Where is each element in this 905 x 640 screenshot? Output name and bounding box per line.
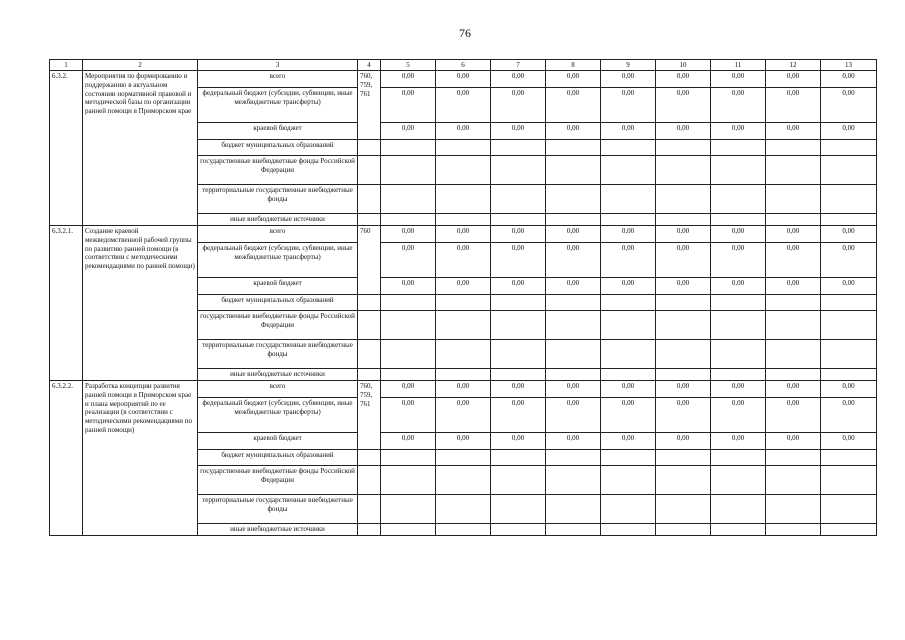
value-cell — [601, 450, 656, 466]
funding-source: федеральный бюджет (субсидии, субвенции, иные межбюджетные трансферты) — [198, 398, 358, 433]
value-cell: 0,00 — [821, 123, 877, 140]
value-cell: 0,00 — [601, 243, 656, 278]
value-cell: 0,00 — [711, 71, 766, 88]
item-number: 6.3.2.1. — [50, 226, 83, 381]
value-cell — [711, 524, 766, 536]
value-cell: 0,00 — [436, 433, 491, 450]
value-cell — [381, 369, 436, 381]
value-cell: 0,00 — [656, 226, 711, 243]
column-header: 11 — [711, 60, 766, 71]
value-cell — [491, 495, 546, 524]
code-cell — [358, 340, 381, 369]
value-cell — [656, 185, 711, 214]
value-cell — [381, 295, 436, 311]
value-cell: 0,00 — [546, 433, 601, 450]
value-cell: 0,00 — [381, 88, 436, 123]
column-header: 10 — [656, 60, 711, 71]
value-cell: 0,00 — [491, 226, 546, 243]
value-cell: 0,00 — [436, 243, 491, 278]
item-name: Разработка концепции развития ранней помощи в Приморском крае и плана мероприятий по ее реализации (в соответствии с методическими рекомендациями по ранней помощи) — [83, 381, 198, 536]
value-cell — [491, 140, 546, 156]
value-cell — [546, 140, 601, 156]
value-cell — [436, 156, 491, 185]
value-cell: 0,00 — [711, 88, 766, 123]
value-cell: 0,00 — [601, 278, 656, 295]
value-cell — [766, 140, 821, 156]
value-cell — [601, 214, 656, 226]
funding-source: территориальные государственные внебюджетные фонды — [198, 185, 358, 214]
funding-source: территориальные государственные внебюджетные фонды — [198, 340, 358, 369]
value-cell: 0,00 — [766, 71, 821, 88]
value-cell — [711, 140, 766, 156]
column-header: 9 — [601, 60, 656, 71]
value-cell — [546, 450, 601, 466]
value-cell: 0,00 — [381, 381, 436, 398]
value-cell — [491, 185, 546, 214]
value-cell: 0,00 — [491, 398, 546, 433]
value-cell — [766, 156, 821, 185]
value-cell — [766, 450, 821, 466]
value-cell — [601, 340, 656, 369]
value-cell — [381, 524, 436, 536]
value-cell — [711, 495, 766, 524]
value-cell: 0,00 — [381, 243, 436, 278]
responsible-codes: 760 — [358, 226, 381, 295]
value-cell: 0,00 — [491, 381, 546, 398]
value-cell: 0,00 — [656, 243, 711, 278]
value-cell — [601, 524, 656, 536]
value-cell: 0,00 — [601, 88, 656, 123]
value-cell: 0,00 — [381, 123, 436, 140]
code-cell — [358, 311, 381, 340]
value-cell — [656, 340, 711, 369]
value-cell — [436, 340, 491, 369]
value-cell: 0,00 — [601, 381, 656, 398]
value-cell: 0,00 — [436, 278, 491, 295]
value-cell — [491, 295, 546, 311]
value-cell — [821, 524, 877, 536]
value-cell — [546, 369, 601, 381]
value-cell — [546, 214, 601, 226]
value-cell: 0,00 — [436, 381, 491, 398]
value-cell: 0,00 — [436, 88, 491, 123]
value-cell: 0,00 — [656, 398, 711, 433]
value-cell: 0,00 — [601, 71, 656, 88]
funding-source: федеральный бюджет (субсидии, субвенции, иные межбюджетные трансферты) — [198, 243, 358, 278]
value-cell: 0,00 — [711, 433, 766, 450]
value-cell — [656, 466, 711, 495]
funding-source: всего — [198, 71, 358, 88]
item-number: 6.3.2. — [50, 71, 83, 226]
value-cell — [656, 495, 711, 524]
value-cell: 0,00 — [491, 433, 546, 450]
value-cell — [601, 311, 656, 340]
column-header: 5 — [381, 60, 436, 71]
table-row — [50, 71, 877, 88]
value-cell: 0,00 — [656, 381, 711, 398]
code-cell — [358, 466, 381, 495]
value-cell: 0,00 — [766, 123, 821, 140]
column-header: 1 — [50, 60, 83, 71]
funding-source: иные внебюджетные источники — [198, 214, 358, 226]
funding-source: иные внебюджетные источники — [198, 524, 358, 536]
column-header: 6 — [436, 60, 491, 71]
value-cell — [821, 466, 877, 495]
value-cell: 0,00 — [821, 433, 877, 450]
value-cell — [656, 311, 711, 340]
value-cell — [381, 140, 436, 156]
value-cell — [821, 311, 877, 340]
value-cell — [821, 340, 877, 369]
value-cell — [491, 311, 546, 340]
value-cell — [381, 450, 436, 466]
table-row — [50, 381, 877, 398]
value-cell — [436, 295, 491, 311]
budget-table — [49, 59, 877, 536]
value-cell: 0,00 — [546, 398, 601, 433]
value-cell: 0,00 — [436, 398, 491, 433]
value-cell — [381, 466, 436, 495]
value-cell: 0,00 — [436, 71, 491, 88]
value-cell — [711, 295, 766, 311]
value-cell: 0,00 — [601, 398, 656, 433]
value-cell — [601, 369, 656, 381]
funding-source: государственные внебюджетные фонды Российской Федерации — [198, 466, 358, 495]
value-cell — [381, 340, 436, 369]
value-cell — [821, 214, 877, 226]
value-cell — [766, 185, 821, 214]
value-cell — [656, 295, 711, 311]
value-cell — [546, 524, 601, 536]
value-cell — [656, 214, 711, 226]
value-cell — [436, 450, 491, 466]
value-cell — [546, 185, 601, 214]
value-cell: 0,00 — [821, 381, 877, 398]
funding-source: бюджет муниципальных образований — [198, 140, 358, 156]
value-cell: 0,00 — [381, 433, 436, 450]
funding-source: иные внебюджетные источники — [198, 369, 358, 381]
responsible-codes: 760, 759, 761 — [358, 71, 381, 140]
value-cell: 0,00 — [766, 243, 821, 278]
value-cell: 0,00 — [821, 398, 877, 433]
value-cell: 0,00 — [546, 381, 601, 398]
value-cell — [491, 524, 546, 536]
value-cell: 0,00 — [491, 71, 546, 88]
value-cell — [491, 156, 546, 185]
value-cell — [436, 140, 491, 156]
value-cell: 0,00 — [711, 226, 766, 243]
value-cell — [766, 369, 821, 381]
value-cell: 0,00 — [546, 226, 601, 243]
column-header: 2 — [83, 60, 198, 71]
value-cell: 0,00 — [656, 123, 711, 140]
value-cell — [546, 295, 601, 311]
value-cell — [601, 466, 656, 495]
code-cell — [358, 214, 381, 226]
value-cell: 0,00 — [656, 433, 711, 450]
value-cell — [821, 450, 877, 466]
value-cell — [711, 185, 766, 214]
code-cell — [358, 369, 381, 381]
value-cell — [491, 450, 546, 466]
value-cell — [381, 311, 436, 340]
value-cell — [601, 185, 656, 214]
funding-source: всего — [198, 381, 358, 398]
value-cell: 0,00 — [491, 88, 546, 123]
value-cell — [601, 140, 656, 156]
value-cell — [711, 369, 766, 381]
funding-source: краевой бюджет — [198, 278, 358, 295]
value-cell — [436, 466, 491, 495]
value-cell — [766, 466, 821, 495]
value-cell: 0,00 — [766, 433, 821, 450]
page-number: 76 — [459, 26, 471, 40]
value-cell: 0,00 — [546, 88, 601, 123]
value-cell — [436, 311, 491, 340]
value-cell: 0,00 — [381, 71, 436, 88]
value-cell — [436, 524, 491, 536]
value-cell — [546, 311, 601, 340]
value-cell — [766, 311, 821, 340]
value-cell — [711, 466, 766, 495]
funding-source: государственные внебюджетные фонды Российской Федерации — [198, 311, 358, 340]
funding-source: федеральный бюджет (субсидии, субвенции, иные межбюджетные трансферты) — [198, 88, 358, 123]
value-cell: 0,00 — [491, 123, 546, 140]
value-cell: 0,00 — [766, 398, 821, 433]
code-cell — [358, 524, 381, 536]
value-cell — [491, 466, 546, 495]
value-cell — [601, 156, 656, 185]
column-header: 8 — [546, 60, 601, 71]
code-cell — [358, 295, 381, 311]
value-cell — [821, 295, 877, 311]
code-cell — [358, 495, 381, 524]
value-cell — [436, 369, 491, 381]
value-cell — [656, 524, 711, 536]
item-number: 6.3.2.2. — [50, 381, 83, 536]
code-cell — [358, 156, 381, 185]
value-cell — [436, 495, 491, 524]
value-cell — [436, 214, 491, 226]
value-cell — [601, 295, 656, 311]
funding-source: территориальные государственные внебюджетные фонды — [198, 495, 358, 524]
value-cell: 0,00 — [821, 226, 877, 243]
funding-source: государственные внебюджетные фонды Российской Федерации — [198, 156, 358, 185]
value-cell: 0,00 — [766, 88, 821, 123]
value-cell — [436, 185, 491, 214]
value-cell: 0,00 — [821, 243, 877, 278]
value-cell: 0,00 — [656, 71, 711, 88]
value-cell — [821, 185, 877, 214]
item-name: Мероприятия по формированию и поддержанию в актуальном состоянии нормативной правовой и методической базы по организации ранней помощи в Приморском крае — [83, 71, 198, 226]
value-cell: 0,00 — [711, 278, 766, 295]
value-cell: 0,00 — [601, 123, 656, 140]
value-cell: 0,00 — [766, 226, 821, 243]
value-cell — [381, 495, 436, 524]
column-header: 3 — [198, 60, 358, 71]
value-cell — [491, 214, 546, 226]
value-cell: 0,00 — [491, 278, 546, 295]
funding-source: бюджет муниципальных образований — [198, 450, 358, 466]
code-cell — [358, 185, 381, 214]
value-cell: 0,00 — [766, 278, 821, 295]
value-cell — [766, 295, 821, 311]
value-cell — [381, 185, 436, 214]
value-cell — [821, 369, 877, 381]
value-cell: 0,00 — [601, 433, 656, 450]
value-cell — [766, 340, 821, 369]
value-cell — [601, 495, 656, 524]
funding-source: всего — [198, 226, 358, 243]
value-cell — [546, 466, 601, 495]
code-cell — [358, 450, 381, 466]
value-cell — [711, 450, 766, 466]
value-cell — [546, 156, 601, 185]
value-cell: 0,00 — [766, 381, 821, 398]
value-cell — [821, 140, 877, 156]
value-cell: 0,00 — [711, 381, 766, 398]
value-cell: 0,00 — [711, 243, 766, 278]
value-cell — [656, 450, 711, 466]
value-cell: 0,00 — [711, 398, 766, 433]
value-cell: 0,00 — [546, 243, 601, 278]
column-header: 12 — [766, 60, 821, 71]
responsible-codes: 760, 759, 761 — [358, 381, 381, 450]
column-header: 13 — [821, 60, 877, 71]
value-cell — [711, 311, 766, 340]
table-row — [50, 226, 877, 243]
value-cell: 0,00 — [601, 226, 656, 243]
value-cell: 0,00 — [656, 88, 711, 123]
value-cell: 0,00 — [491, 243, 546, 278]
value-cell: 0,00 — [656, 278, 711, 295]
value-cell: 0,00 — [381, 398, 436, 433]
value-cell: 0,00 — [381, 278, 436, 295]
value-cell — [381, 156, 436, 185]
value-cell: 0,00 — [821, 278, 877, 295]
value-cell — [766, 214, 821, 226]
value-cell: 0,00 — [436, 123, 491, 140]
value-cell: 0,00 — [381, 226, 436, 243]
funding-source: краевой бюджет — [198, 123, 358, 140]
value-cell: 0,00 — [821, 71, 877, 88]
value-cell — [821, 495, 877, 524]
item-name: Создание краевой межведомственной рабочей группы по развитию ранней помощи (в соответствии с методическими рекомендациями по ранней помощи) — [83, 226, 198, 381]
funding-source: бюджет муниципальных образований — [198, 295, 358, 311]
column-header: 7 — [491, 60, 546, 71]
column-number-row — [50, 60, 877, 71]
value-cell — [821, 156, 877, 185]
value-cell: 0,00 — [436, 226, 491, 243]
value-cell — [766, 524, 821, 536]
value-cell — [546, 495, 601, 524]
value-cell: 0,00 — [546, 71, 601, 88]
value-cell — [711, 156, 766, 185]
column-header: 4 — [358, 60, 381, 71]
value-cell: 0,00 — [546, 123, 601, 140]
value-cell — [711, 340, 766, 369]
value-cell — [766, 495, 821, 524]
value-cell — [491, 340, 546, 369]
value-cell — [381, 214, 436, 226]
value-cell: 0,00 — [546, 278, 601, 295]
value-cell — [546, 340, 601, 369]
code-cell — [358, 140, 381, 156]
funding-source: краевой бюджет — [198, 433, 358, 450]
value-cell — [491, 369, 546, 381]
value-cell: 0,00 — [711, 123, 766, 140]
value-cell — [656, 369, 711, 381]
value-cell — [656, 140, 711, 156]
value-cell — [656, 156, 711, 185]
value-cell: 0,00 — [821, 88, 877, 123]
value-cell — [711, 214, 766, 226]
